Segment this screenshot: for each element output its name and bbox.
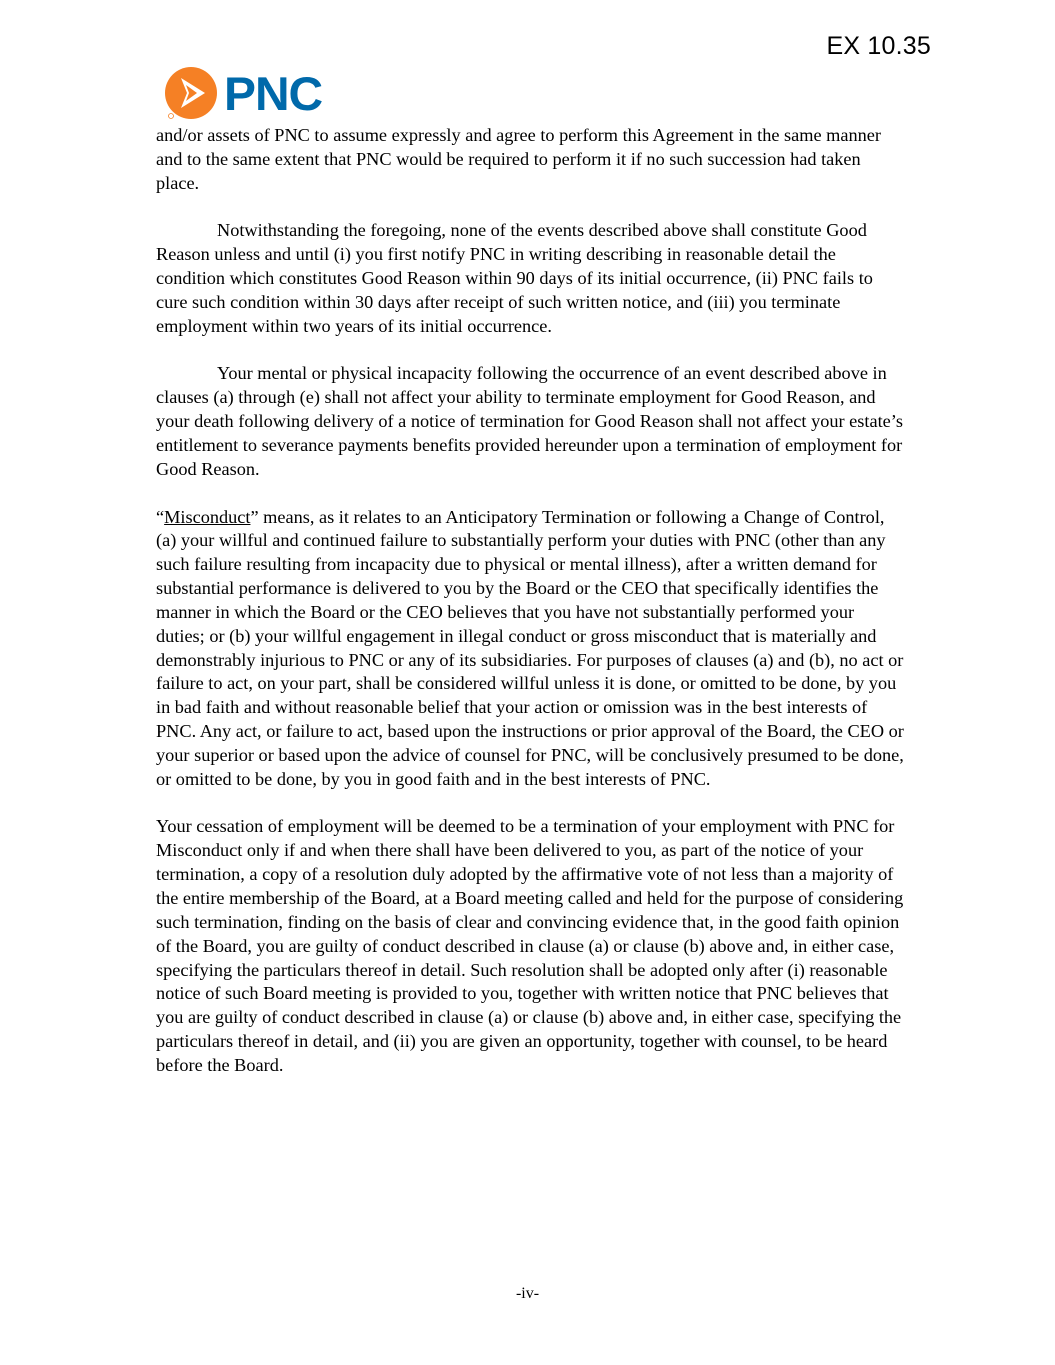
logo-wordmark: PNC <box>224 66 323 120</box>
misconduct-definition-text: ” means, as it relates to an Anticipatory Termination or following a Change of Control, (a) your willful and continued failure to substantially perform your duties with PNC (other than any such failure resulting from incapacity due to physical or mental illness), after a written demand for substantial performance is delivered to you by the Board or the CEO that specifically identifies the manner in which the Board or the CEO believes that you have not substantially performed your duties; or (b) your willful engagement in illegal conduct or gross misconduct that is materially and demonstrably injurious to PNC or any of its subsidiaries. For purposes of clauses (a) and (b), no act or failure to act, on your part, shall be considered willful unless it is done, or omitted to be done, by you in bad faith and without reasonable belief that your action or omission was in the best interests of PNC. Any act, or failure to act, based upon the instructions or prior approval of the Board, the CEO or your superior or based upon the advice of counsel for PNC, will be conclusively presumed to be done, or omitted to be done, by you in good faith and in the best interests of PNC. <box>156 506 904 789</box>
paragraph-board-resolution: Your cessation of employment will be deemed to be a termination of your employment with PNC for Misconduct only if and when there shall have been delivered to you, as part of the notice of your termination, a copy of a resolution duly adopted by the affirmative vote of not less than a majority of the entire membership of the Board, at a Board meeting called and held for the purpose of considering such termination, finding on the basis of clear and convincing evidence that, in the good faith opinion of the Board, you are guilty of conduct described in clause (a) or clause (b) above and, in either case, specifying the particulars thereof in detail. Such resolution shall be adopted only after (i) reasonable notice of such Board meeting is provided to you, together with written notice that PNC believes that you are guilty of conduct described in clause (a) or clause (b) above and, in either case, specifying the particulars thereof in detail, and (ii) you are given an opportunity, together with counsel, to be heard before the Board. <box>156 816 904 1075</box>
open-quote: “ <box>156 506 165 527</box>
paragraph-misconduct-definition <box>156 506 906 792</box>
defined-term-misconduct: Misconduct <box>164 506 251 527</box>
paragraph-succession: and/or assets of PNC to assume expressly and agree to perform this Agreement in the same manner and to the same extent that PNC would be required to perform it if no such succession had taken place. <box>156 125 881 193</box>
pnc-triangle-icon <box>164 66 218 120</box>
paragraph-incapacity: Your mental or physical incapacity following the occurrence of an event described above in clauses (a) through (e) shall not affect your ability to terminate employment for Good Reason, and your death following delivery of a notice of termination for Good Reason shall not affect your estate’s entitlement to severance payments benefits provided hereunder upon a termination of employment for Good Reason. <box>156 363 903 479</box>
document-body <box>156 124 906 1102</box>
page-number: -iv- <box>515 1285 540 1302</box>
exhibit-label: EX 10.35 <box>826 32 931 60</box>
pnc-logo <box>164 66 323 120</box>
paragraph-good-reason-notice: Notwithstanding the foregoing, none of the events described above shall constitute Good Reason unless and until (i) you first notify PNC in writing describing in reasonable detail the condition which constitutes Good Reason within 90 days of its initial occurrence, (ii) PNC fails to cure such condition within 30 days after receipt of such written notice, and (iii) you terminate employment within two years of its initial occurrence. <box>156 220 873 336</box>
